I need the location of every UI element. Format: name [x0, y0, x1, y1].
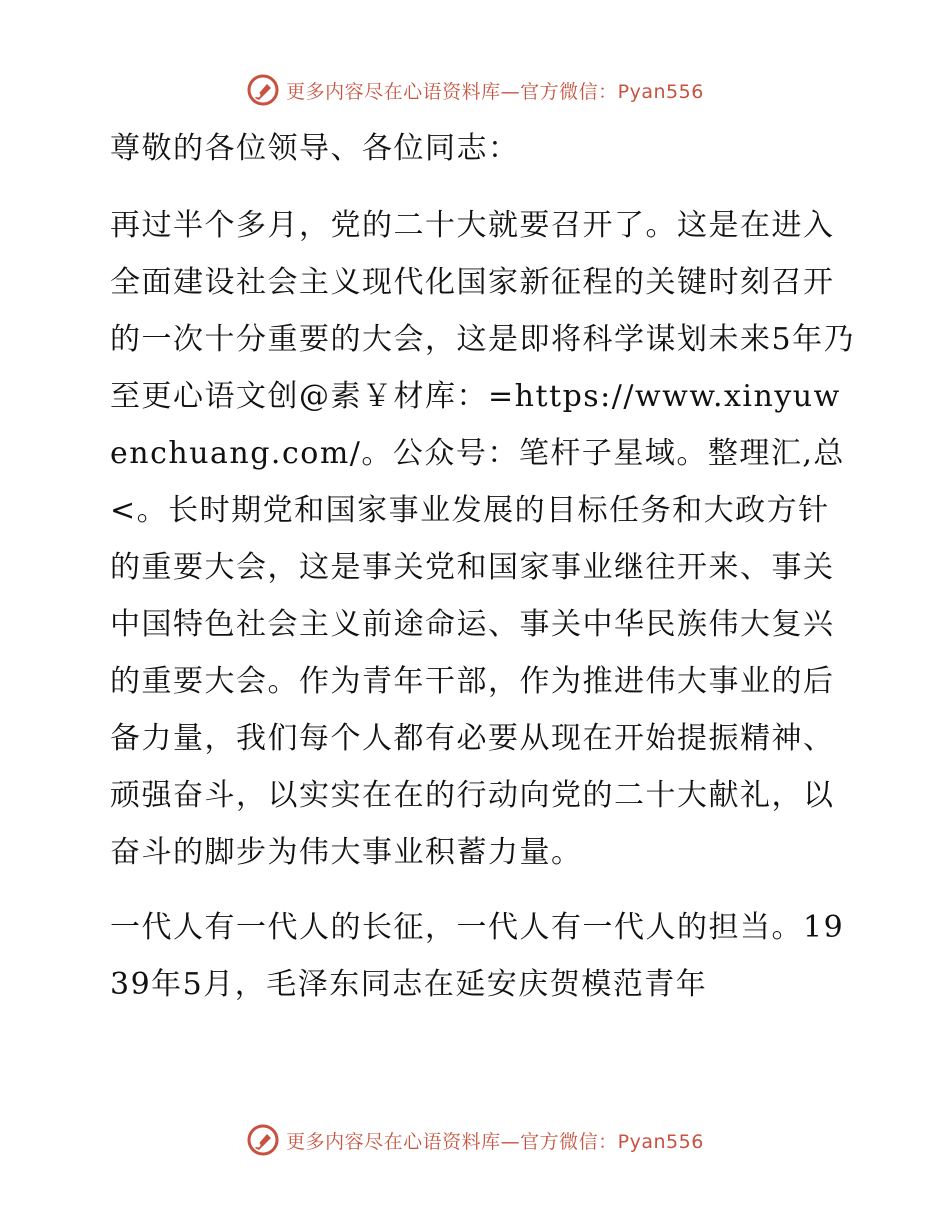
document-body [98, 120, 858, 1013]
footer-banner [0, 1120, 950, 1160]
header-banner-text: 更多内容尽在心语资料库—官方微信：Pyan556 [286, 80, 704, 103]
header-banner [0, 70, 950, 110]
footer-banner-text: 更多内容尽在心语资料库—官方微信：Pyan556 [286, 1130, 704, 1153]
salutation: 尊敬的各位领导、各位同志： [110, 131, 520, 166]
paragraph-1: 再过半个多月，党的二十大就要召开了。这是在进入全面建设社会主义现代化国家新征程的关键时刻召开的一次十分重要的大会，这是即将科学谋划未来5年乃至更心语文创@素￥材库：=https://www.xinyuwenchuang.com/。公众号：笔杆子星域。整理汇,总<。长时期党和国家事业发展的目标任务和大政方针的重要大会，这是事关党和国家事业继往开来、事关中国特色社会主义前途命运、事关中华民族伟大复兴的重要大会。作为青年干部，作为推进伟大事业的后备力量，我们每个人都有必要从现在开始提振精神、顽强奋斗，以实实在在的行动向党的二十大献礼，以奋斗的脚步为伟大事业积蓄力量。 [110, 208, 856, 870]
paragraph-2: 一代人有一代人的长征，一代人有一代人的担当。1939年5月，毛泽东同志在延安庆贺模范青年 [110, 910, 845, 1002]
pen-nib-logo-icon [246, 1123, 280, 1157]
pen-nib-logo-icon [246, 73, 280, 107]
